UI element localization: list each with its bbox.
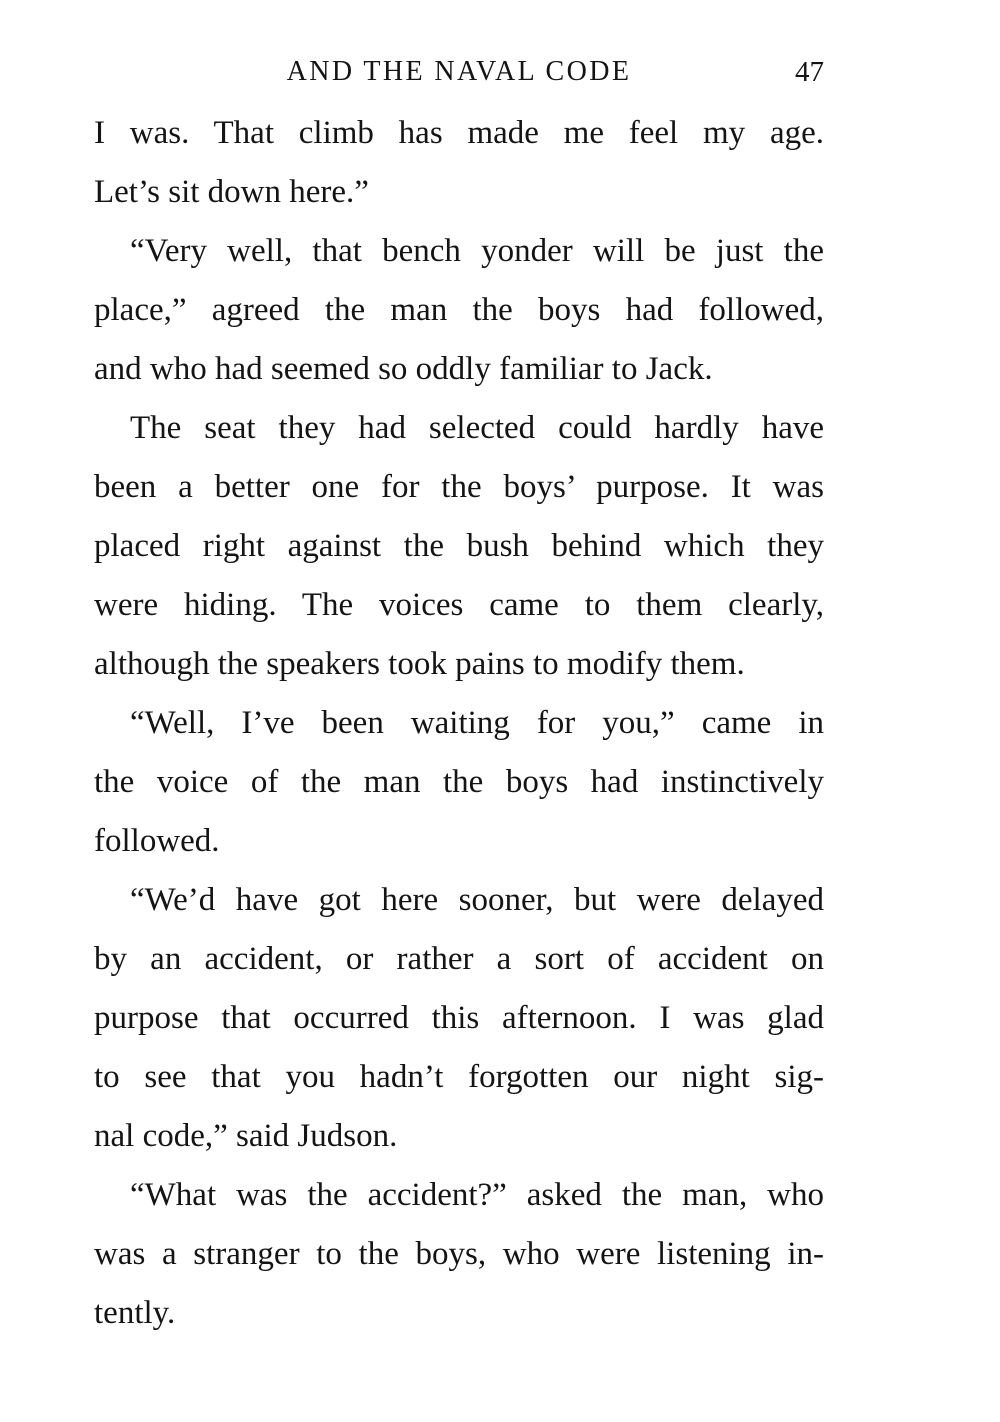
text-line: I was. That climb has made me feel my age. — [94, 115, 824, 151]
text-line: “Well, I’ve been waiting for you,” came in — [130, 705, 824, 741]
text-line: been a better one for the boys’ purpose. It was — [94, 469, 824, 505]
text-line: “What was the accident?” asked the man, who — [130, 1177, 824, 1213]
text-line: place,” agreed the man the boys had followed, — [94, 292, 824, 328]
text-line: purpose that occurred this afternoon. I was glad — [94, 1000, 824, 1036]
running-title: AND THE NAVAL CODE — [286, 56, 632, 87]
text-line: although the speakers took pains to modify them. — [94, 646, 745, 682]
text-line: tently. — [94, 1295, 176, 1331]
text-line: were hiding. The voices came to them clearly, — [94, 587, 824, 623]
text-line: placed right against the bush behind which they — [94, 528, 824, 564]
text-line: “Very well, that bench yonder will be just the — [130, 233, 824, 269]
running-head — [94, 52, 824, 92]
text-line: followed. — [94, 823, 220, 859]
text-line: nal code,” said Judson. — [94, 1118, 398, 1154]
page-number: 47 — [795, 56, 824, 88]
text-line: to see that you hadn’t forgotten our night sig- — [94, 1059, 824, 1095]
body-text — [94, 104, 824, 1343]
text-line: the voice of the man the boys had instinctively — [94, 764, 824, 800]
text-line: by an accident, or rather a sort of accident on — [94, 941, 824, 977]
text-line: Let’s sit down here.” — [94, 174, 369, 210]
text-line: and who had seemed so oddly familiar to Jack. — [94, 351, 713, 387]
text-line: “We’d have got here sooner, but were delayed — [130, 882, 824, 918]
text-line: The seat they had selected could hardly have — [130, 410, 824, 446]
text-line: was a stranger to the boys, who were listening in- — [94, 1236, 824, 1272]
